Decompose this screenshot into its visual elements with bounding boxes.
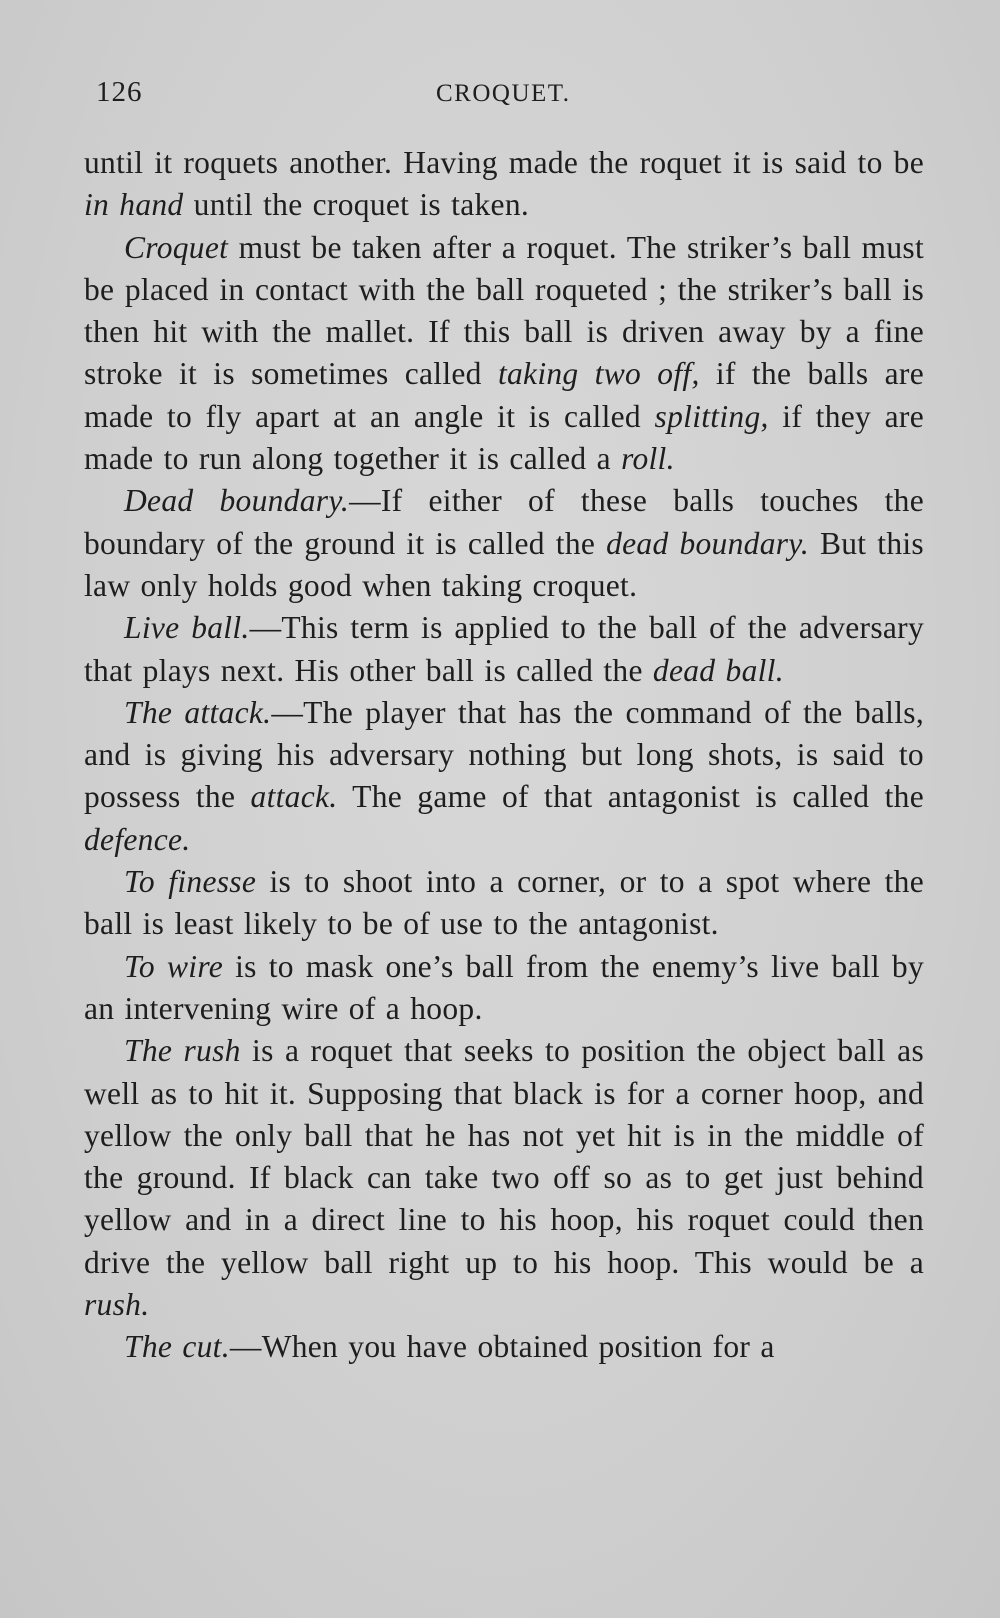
paragraph — [84, 1030, 924, 1326]
italic-term: Live ball. — [124, 610, 250, 646]
text-run: if they are made to run along together it is called a — [84, 398, 925, 477]
body-text — [84, 142, 924, 1369]
text-run: —If either of these balls touches the boundary of the ground it is called the — [84, 483, 924, 561]
text-run: is to mask one’s ball from the enemy’s live ball by an intervening wire of a hoop. — [84, 948, 924, 1026]
page-number: 126 — [96, 76, 143, 108]
italic-term: Dead boundary. — [124, 483, 350, 519]
page-header — [96, 76, 916, 116]
text-run: is a roquet that seeks to position the object ball as well as to hit it. Supposing that black is for a corner hoop, and yellow the only ball that he has not yet hit is in the middle of the ground. If black can take two off so as to get just behind yellow and in a direct line to his hoop, his roquet could then drive the yellow ball right up to his hoop. This would be a — [84, 1033, 924, 1280]
paragraph — [84, 946, 924, 1031]
text-run: —When you have obtained position for a — [229, 1329, 775, 1365]
paragraph — [84, 692, 924, 861]
italic-term: Croquet — [124, 229, 229, 265]
italic-term: To finesse — [124, 864, 257, 900]
text-run: The game of that antagonist is called the — [337, 779, 924, 815]
italic-term: taking two off, — [497, 356, 700, 392]
text-run: until it roquets another. Having made the roquet it is said to be — [84, 145, 924, 180]
italic-term: dead ball. — [652, 652, 784, 688]
italic-term: splitting, — [654, 398, 769, 434]
running-head: CROQUET. — [436, 80, 571, 107]
paragraph — [84, 607, 924, 692]
paragraph — [84, 861, 924, 946]
text-run: —This term is applied to the ball of the adversary that plays next. His other ball is called the — [84, 610, 924, 688]
italic-term: The cut. — [124, 1329, 230, 1365]
text-run: is to shoot into a corner, or to a spot where the ball is least likely to be of use to the antagonist. — [84, 864, 924, 942]
text-run: But this law only holds good when taking croquet. — [84, 525, 924, 603]
italic-term: The rush — [124, 1033, 241, 1069]
italic-term: attack. — [250, 779, 338, 815]
italic-term: defence. — [84, 821, 191, 857]
italic-term: rush. — [84, 1287, 150, 1323]
text-run: —The player that has the command of the balls, and is giving his adversary nothing but long shots, is said to possess the — [84, 694, 924, 815]
paragraph — [84, 227, 924, 481]
italic-term: To wire — [124, 948, 224, 984]
italic-term: The attack. — [124, 694, 272, 730]
paragraph — [84, 142, 924, 227]
paragraph — [84, 1326, 924, 1368]
italic-term: roll. — [621, 441, 675, 477]
paragraph — [84, 480, 924, 607]
italic-term: in hand — [84, 187, 184, 223]
text-run: until the croquet is taken. — [183, 187, 530, 223]
italic-term: dead boundary. — [606, 525, 810, 561]
text-run: if the balls are made to fly apart at an angle it is called — [84, 356, 924, 434]
text-run: must be taken after a roquet. The striker’s ball must be placed in contact with the ball roqueted ; the striker’s ball is then hit with the mallet. If this ball is driven away by a fine stroke it is sometimes called — [84, 229, 924, 392]
